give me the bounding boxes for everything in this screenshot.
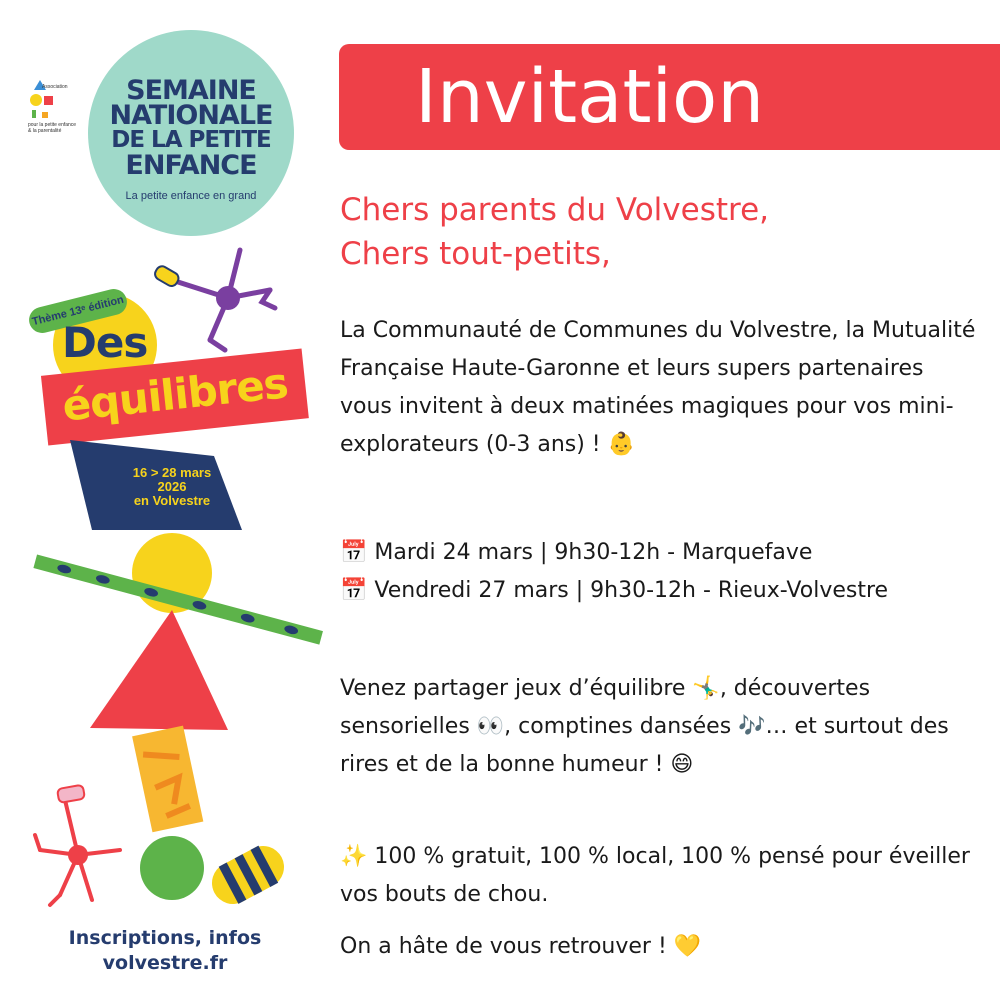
greeting-line: Chers parents du Volvestre,	[340, 192, 770, 228]
theme-edition-label: Thème 13ᵉ édition	[26, 286, 129, 335]
invitation-banner	[339, 44, 1000, 150]
association-subtitle: pour la petite enfance & la parentalité	[28, 122, 77, 134]
semaine-title	[88, 75, 294, 181]
footer-info	[20, 926, 310, 976]
intro-paragraph: La Communauté de Communes du Volvestre, la Mutualité Française Haute-Garonne et leurs supers partenaires vous invitent à deux matinées magiques pour vos mini-explorateurs (0-3 ans) ! 👶	[340, 318, 976, 457]
semaine-tagline: La petite enfance en grand	[125, 190, 257, 202]
invitation-title: Invitation	[415, 54, 765, 140]
closing-line: On a hâte de vous retrouver ! 💛	[340, 934, 702, 959]
date-item: 📅 Vendredi 27 mars | 9h30-12h - Rieux-Volvestre	[340, 578, 889, 603]
footer-website-link[interactable]: volvestre.fr	[102, 952, 228, 974]
association-logo	[28, 78, 88, 148]
activities-paragraph: Venez partager jeux d’équilibre 🤸‍♂️, découvertes sensorielles 👀, comptines dansées 🎶… et surtout des rires et de la bonne humeur ! 😄	[340, 676, 949, 777]
free-paragraph: ✨ 100 % gratuit, 100 % local, 100 % pensé pour éveiller vos bouts de chou.	[340, 844, 970, 907]
theme-des-word: Des	[62, 318, 148, 367]
orange-block	[132, 726, 203, 833]
date-item: 📅 Mardi 24 mars | 9h30-12h - Marquefave	[340, 540, 813, 565]
semaine-title-line: NATIONALE	[109, 100, 273, 131]
theme-dates-line: 2026	[157, 479, 187, 494]
semaine-title-line: ENFANCE	[125, 150, 257, 181]
character-head-icon	[153, 264, 181, 288]
theme-equilibres-text: équilibres	[60, 358, 290, 431]
theme-equilibres-word	[44, 358, 306, 432]
greeting	[340, 188, 980, 276]
red-triangle	[90, 610, 228, 730]
footer-info-line: Inscriptions, infos	[68, 927, 262, 949]
theme-dates-line: en Volvestre	[133, 493, 211, 508]
semaine-nationale-badge	[88, 30, 294, 236]
dates-list	[340, 534, 980, 610]
semaine-title-line: SEMAINE	[126, 75, 256, 106]
theme-dates	[112, 466, 232, 508]
red-character-head	[57, 785, 85, 803]
theme-dates-line: 16 > 28 mars	[132, 465, 212, 480]
green-circle	[140, 836, 204, 900]
association-label: Association	[42, 84, 68, 90]
balance-illustration	[0, 240, 330, 940]
purple-character-body	[216, 286, 240, 310]
semaine-title-line: DE LA PETITE	[111, 127, 271, 153]
striped-pill	[205, 839, 292, 912]
greeting-line: Chers tout-petits,	[340, 236, 611, 272]
red-character-body	[68, 845, 88, 865]
